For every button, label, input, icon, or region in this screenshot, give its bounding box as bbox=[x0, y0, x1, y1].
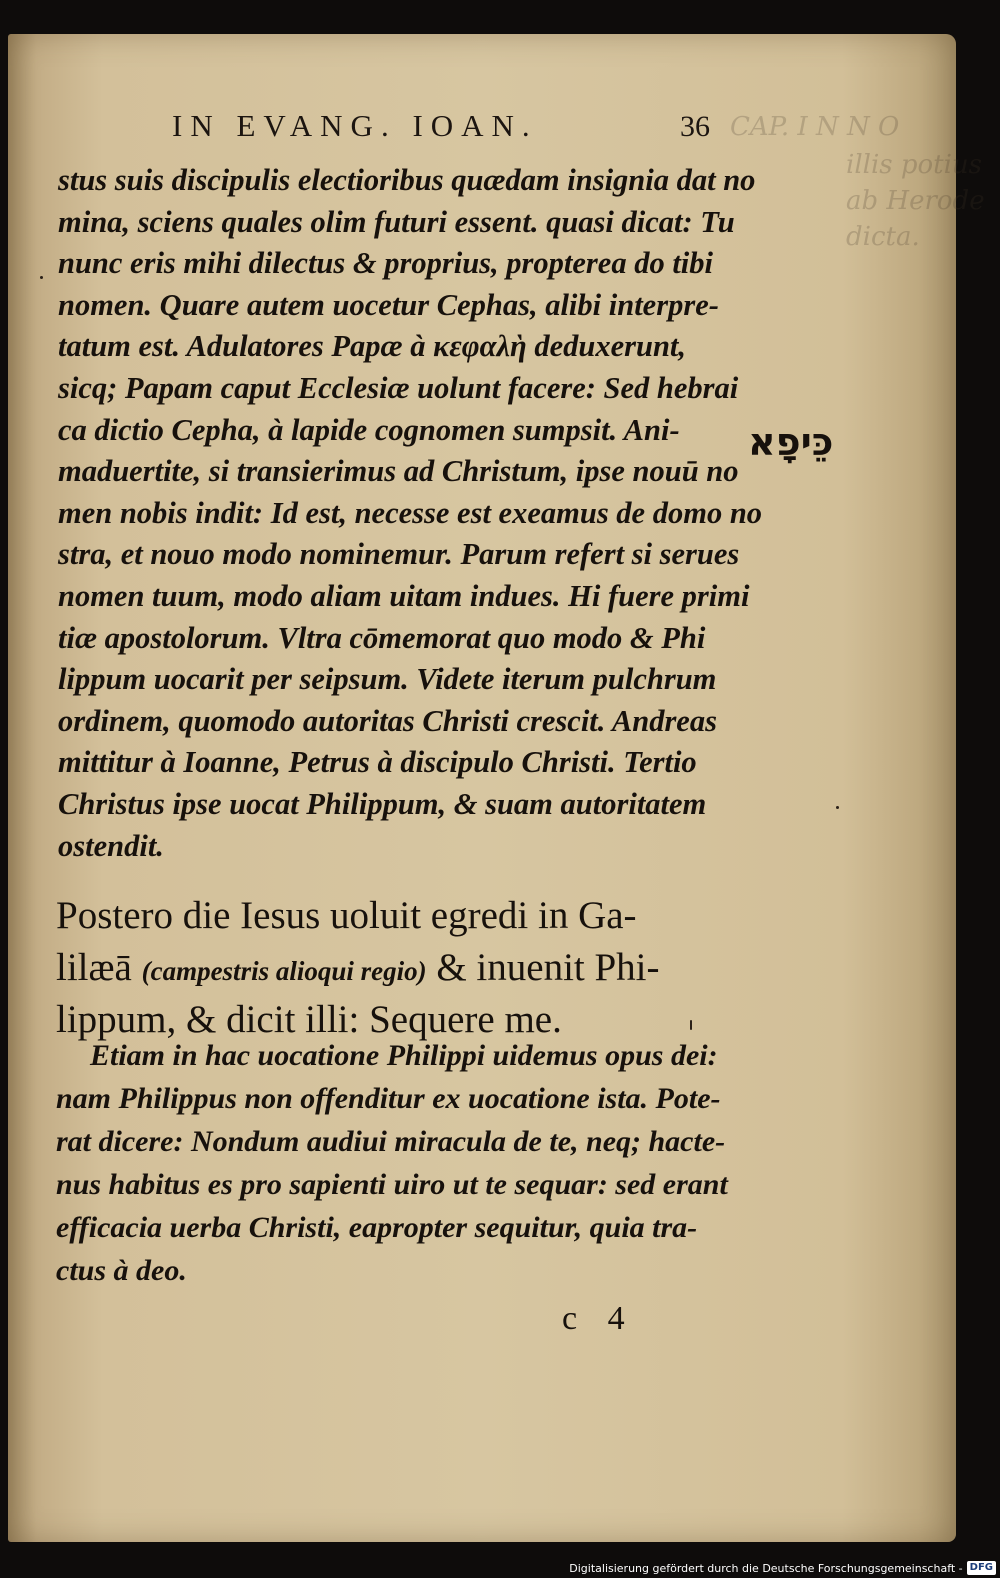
text-line: mina, sciens quales olim futuri essent. quasi dicat: Tu bbox=[58, 204, 735, 239]
text-line: ca dictio Cepha, à lapide cognomen sumpsit. Ani- bbox=[58, 412, 680, 447]
verse-word: lilæā bbox=[56, 946, 132, 989]
text-line: tatum est. Adulatores Papæ à κεφαλὴ deduxerunt, bbox=[58, 329, 687, 364]
verse-line: Postero die Iesus uoluit egredi in Ga- bbox=[56, 894, 637, 937]
commentary-block bbox=[56, 1034, 726, 1292]
page-number: 36 bbox=[680, 110, 710, 143]
scripture-verse bbox=[56, 890, 726, 1046]
commentary-line: Etiam in hac uocatione Philippi uidemus opus dei: bbox=[90, 1039, 718, 1072]
dfg-logo: DFG bbox=[967, 1561, 996, 1575]
text-line: stus suis discipulis electioribus quædam insignia dat no bbox=[58, 163, 756, 197]
bleed-through-line: ab Herode bbox=[846, 186, 985, 216]
text-line: stra, et nouo modo nominemur. Parum refert si serues bbox=[58, 537, 740, 572]
text-line: sicq; Papam caput Ecclesiæ uolunt facere: Sed hebrai bbox=[58, 370, 739, 405]
bleed-through-line: CAP. I N N O bbox=[730, 112, 900, 142]
commentary-line: efficacia uerba Christi, eapropter sequitur, quia tra- bbox=[56, 1211, 698, 1244]
commentary-line: ctus à deo. bbox=[56, 1254, 187, 1287]
text-line: lippum uocarit per seipsum. Videte iterum pulchrum bbox=[58, 662, 717, 697]
text-line: men nobis indit: Id est, necesse est exeamus de domo no bbox=[58, 495, 763, 530]
text-line: ostendit. bbox=[58, 828, 164, 863]
signature-mark: c 4 bbox=[562, 1300, 625, 1337]
text-line: nomen tuum, modo aliam uitam indues. Hi fuere primi bbox=[58, 578, 750, 613]
text-line: mittitur à Ioanne, Petrus à discipulo Christi. Tertio bbox=[58, 745, 697, 780]
running-head: IN EVANG. IOAN. bbox=[172, 108, 538, 143]
verse-gloss: (campestris alioqui regio) bbox=[141, 956, 427, 986]
text-line: ordinem, quomodo autoritas Christi crescit. Andreas bbox=[58, 703, 717, 738]
text-line: nunc eris mihi dilectus & proprius, propterea do tibi bbox=[58, 246, 713, 281]
digitization-credit bbox=[569, 1560, 996, 1576]
credit-text: Digitalisierung gefördert durch die Deutsche Forschungsgemeinschaft - bbox=[569, 1561, 963, 1575]
verse-line: lippum, & dicit illi: Sequere me. bbox=[56, 998, 562, 1041]
bleed-through-line: dicta. bbox=[846, 222, 920, 252]
paper-speck bbox=[690, 1020, 692, 1030]
commentary-line: nus habitus es pro sapienti uiro ut te sequar: sed erant bbox=[56, 1168, 728, 1201]
verse-line bbox=[56, 942, 726, 994]
text-line: Christus ipse uocat Philippum, & suam autoritatem bbox=[58, 786, 707, 821]
paper-speck bbox=[40, 276, 43, 279]
text-line: nomen. Quare autem uocetur Cephas, alibi interpre- bbox=[58, 287, 719, 322]
text-line: tiæ apostolorum. Vltra cōmemorat quo modo & Phi bbox=[58, 620, 706, 655]
main-text-block bbox=[58, 160, 763, 867]
text-line: maduertite, si transierimus ad Christum, ipse nouū no bbox=[58, 454, 739, 489]
bleed-through-line: illis potius bbox=[846, 150, 983, 180]
paper-speck bbox=[836, 806, 839, 809]
commentary-line: rat dicere: Nondum audiui miracula de te, neq; hacte- bbox=[56, 1125, 726, 1158]
hebrew-margin-note: כֵּיפָא bbox=[748, 420, 834, 464]
verse-word: & inuenit Phi- bbox=[436, 946, 660, 989]
commentary-line: nam Philippus non offenditur ex uocatione ista. Pote- bbox=[56, 1082, 721, 1115]
